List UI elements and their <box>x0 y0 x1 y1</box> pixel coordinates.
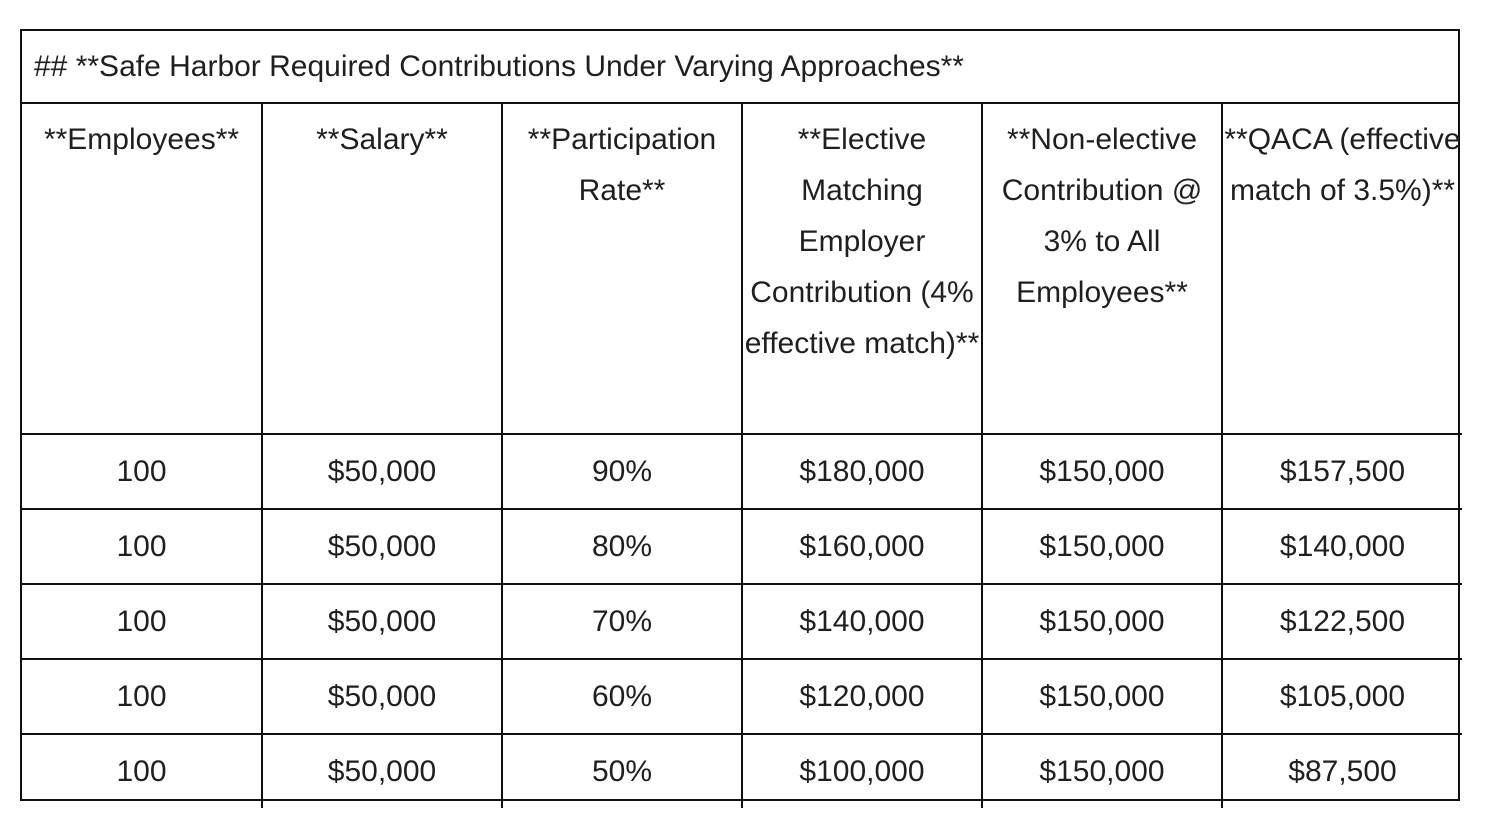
cell-non-elective: $150,000 <box>982 734 1222 808</box>
table-title: ## **Safe Harbor Required Contributions Under Varying Approaches** <box>22 31 1458 104</box>
cell-qaca: $140,000 <box>1222 509 1462 584</box>
contributions-table-frame <box>20 29 1460 801</box>
cell-non-elective: $150,000 <box>982 434 1222 509</box>
cell-salary: $50,000 <box>262 734 502 808</box>
cell-employees: 100 <box>22 659 262 734</box>
table-row <box>22 509 1462 584</box>
cell-elective-matching: $160,000 <box>742 509 982 584</box>
cell-elective-matching: $140,000 <box>742 584 982 659</box>
cell-salary: $50,000 <box>262 584 502 659</box>
cell-participation-rate: 70% <box>502 584 742 659</box>
header-elective-matching: **Elective Matching Employer Contribution (4% effective match)** <box>742 104 982 434</box>
cell-qaca: $122,500 <box>1222 584 1462 659</box>
header-qaca: **QACA (effective match of 3.5%)** <box>1222 104 1462 434</box>
cell-participation-rate: 80% <box>502 509 742 584</box>
header-employees: **Employees** <box>22 104 262 434</box>
cell-elective-matching: $100,000 <box>742 734 982 808</box>
cell-salary: $50,000 <box>262 434 502 509</box>
table-row <box>22 434 1462 509</box>
header-salary: **Salary** <box>262 104 502 434</box>
cell-employees: 100 <box>22 584 262 659</box>
cell-qaca: $105,000 <box>1222 659 1462 734</box>
table-row <box>22 659 1462 734</box>
cell-salary: $50,000 <box>262 509 502 584</box>
cell-non-elective: $150,000 <box>982 509 1222 584</box>
header-participation-rate: **Participation Rate** <box>502 104 742 434</box>
cell-non-elective: $150,000 <box>982 659 1222 734</box>
cell-participation-rate: 90% <box>502 434 742 509</box>
header-non-elective: **Non-elective Contribution @ 3% to All Employees** <box>982 104 1222 434</box>
contributions-table <box>22 104 1462 808</box>
cell-qaca: $87,500 <box>1288 755 1397 788</box>
cell-salary: $50,000 <box>262 659 502 734</box>
cell-qaca: $157,500 <box>1222 434 1462 509</box>
cell-elective-matching: $180,000 <box>742 434 982 509</box>
cell-participation-rate: 50% <box>502 734 742 808</box>
cell-employees: 100 <box>22 734 262 808</box>
cell-non-elective: $150,000 <box>982 584 1222 659</box>
table-row <box>22 584 1462 659</box>
cell-employees: 100 <box>22 434 262 509</box>
cell-elective-matching: $120,000 <box>742 659 982 734</box>
cell-participation-rate: 60% <box>502 659 742 734</box>
table-row <box>22 734 1462 808</box>
header-row <box>22 104 1462 434</box>
cell-employees: 100 <box>22 509 262 584</box>
